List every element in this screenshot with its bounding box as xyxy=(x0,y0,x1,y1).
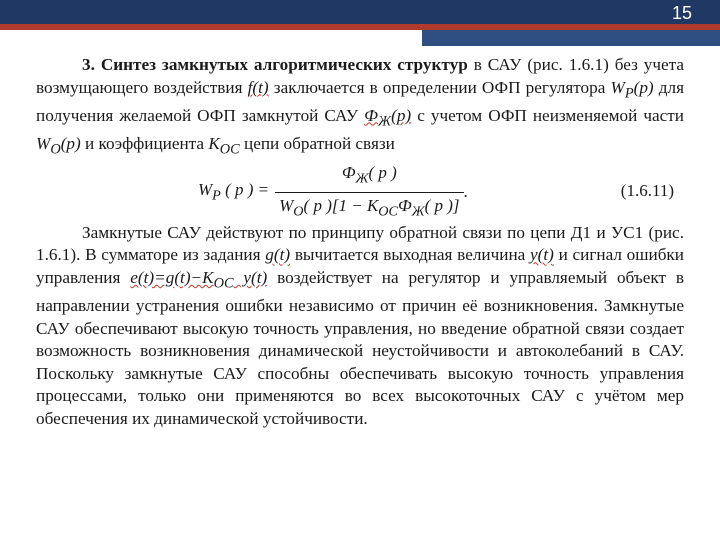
text-run: цепи обратной связи xyxy=(239,133,395,153)
header-right-bar xyxy=(422,30,720,46)
text-run: и сигнал ошибки управления xyxy=(36,245,684,287)
var-g: g(t) xyxy=(265,245,291,265)
text-run: Замкнутые САУ действуют по принципу обратной связи по цепи Д1 и УС1 (рис. 1.6.1). В сумматоре из задания xyxy=(36,222,684,265)
formula-block xyxy=(36,164,684,222)
formula-lhs: $W_P$ ( p ) = xyxy=(198,179,270,204)
paragraph-closed-loop xyxy=(36,222,684,431)
var-y: y(t) xyxy=(530,245,554,265)
var-f: f(t) xyxy=(247,77,269,97)
text-run: с учетом ОФП неизменяемой части xyxy=(411,105,684,125)
var-phi: $Ф_Ж(p)$ xyxy=(364,105,412,130)
text-run: вычитается выходная величина xyxy=(290,245,530,265)
formula-numerator: $Ф_Ж$( p ) xyxy=(341,163,397,187)
text-run: в САУ (рис. 1.6.1) без учета возмущающего воздействия xyxy=(36,55,685,97)
slide-content xyxy=(36,54,684,430)
text-run: для получения желаемой ОФП замкнутой САУ xyxy=(36,77,684,125)
text-run: заключается в определении ОФП регулятора xyxy=(268,77,611,97)
header-bar xyxy=(0,0,720,24)
text-run: и коэффициента xyxy=(80,133,209,153)
formula xyxy=(198,164,468,222)
var-wo: $W_O(p)$ xyxy=(36,133,81,158)
var-koc: $K_{OC}$ xyxy=(208,133,240,158)
var-e: $e(t)=g(t)-K_{OC}$ y(t) xyxy=(130,267,268,292)
formula-dot: . xyxy=(463,182,468,202)
section-heading: 3. Синтез замкнутых алгоритмических структур xyxy=(82,55,468,74)
formula-denominator: $W_O$( p )[$1 - K_{OC}Ф_Ж$( p )] xyxy=(275,192,463,223)
equation-number: (1.6.11) xyxy=(620,180,674,200)
paragraph-synthesis xyxy=(36,54,684,161)
formula-fraction xyxy=(275,162,463,223)
page-number: 15 xyxy=(671,3,692,23)
var-wp: $W_P(p)$ xyxy=(610,77,654,102)
text-run: воздействует на регулятор и управляемый объект в направлении устранения ошибки независимо от причин её возникновения. Замкнутые САУ обеспечивают высокую точность управления, но введение обратной связи создает возможность возникновения динамической неустойчивости и автоколебаний в САУ. Поскольку замкнутые САУ способны обеспечивать высокую точность управления процессами, только они применяются во всех высокоточных САУ с учётом мер обеспечения их динамической устойчивости. xyxy=(36,267,684,428)
